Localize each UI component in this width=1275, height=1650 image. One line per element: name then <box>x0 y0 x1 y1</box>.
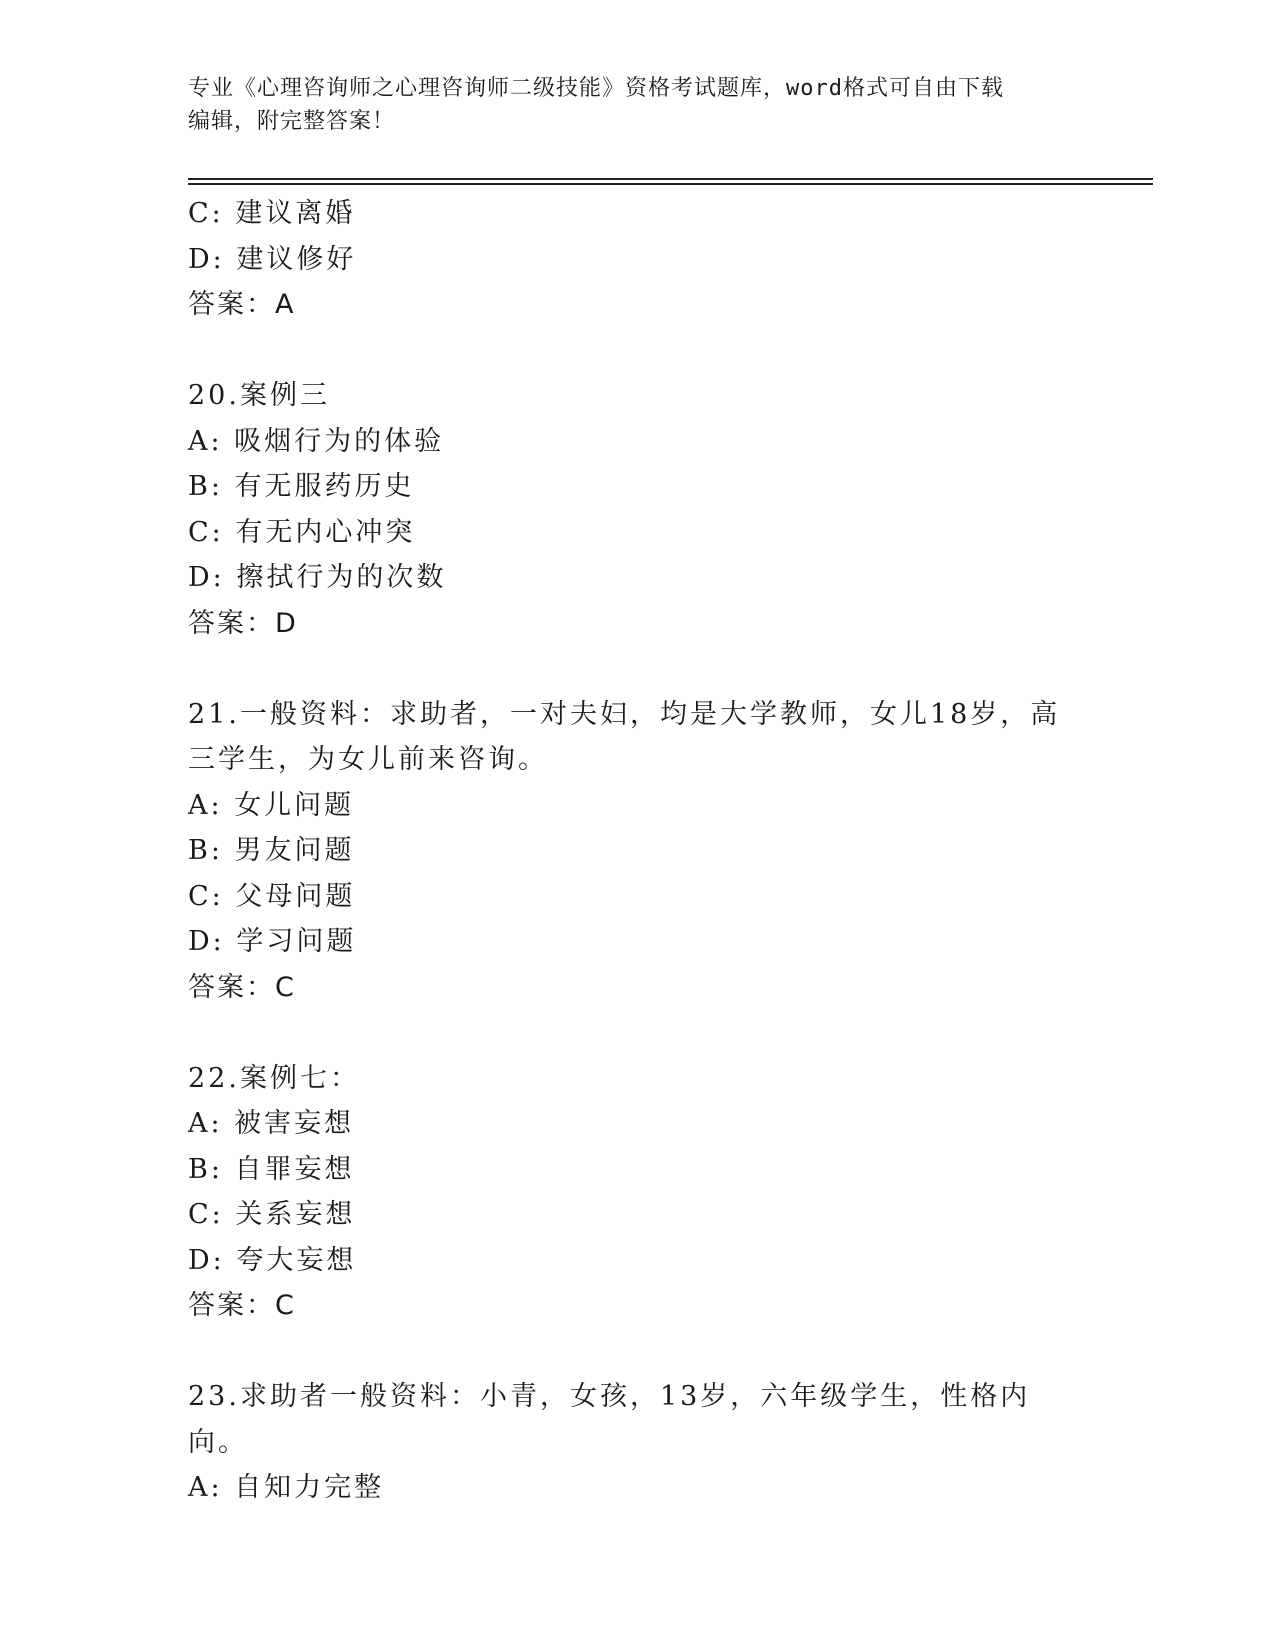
document-header <box>188 72 1088 138</box>
header-line-1: 专业《心理咨询师之心理咨询师二级技能》资格考试题库，word格式可自由下载 <box>188 76 1004 101</box>
option-a: A: 吸烟行为的体验 <box>188 425 445 457</box>
option-c: C: 建议离婚 <box>188 198 356 229</box>
option-d: D: 擦拭行为的次数 <box>188 562 447 593</box>
question-list <box>188 191 1088 1556</box>
header-rule-top <box>188 178 1153 180</box>
option-c: C: 有无内心冲突 <box>188 516 416 548</box>
option-b: B: 有无服药历史 <box>188 471 415 502</box>
answer-line: 答案：C <box>188 971 296 1003</box>
header-rule-bottom <box>188 183 1153 185</box>
option-d: D: 建议修好 <box>188 243 357 275</box>
option-c: C: 父母问题 <box>188 880 356 912</box>
answer-line: 答案：D <box>188 607 298 639</box>
header-line-2: 编辑，附完整答案！ <box>188 109 396 134</box>
continued-question <box>188 191 1088 328</box>
answer-line: 答案：A <box>188 289 296 320</box>
question-23 <box>188 1374 1088 1511</box>
option-a: A: 女儿问题 <box>188 789 355 821</box>
option-a: A: 被害妄想 <box>188 1108 355 1139</box>
option-b: B: 自罪妄想 <box>188 1153 355 1185</box>
option-d: D: 学习问题 <box>188 926 357 957</box>
question-stem: 21.一般资料：求助者，一对夫妇，均是大学教师，女儿18岁，高三学生，为女儿前来咨询。 <box>188 698 1061 775</box>
question-stem: 22.案例七： <box>188 1062 360 1094</box>
question-22 <box>188 1056 1088 1329</box>
option-b: B: 男友问题 <box>188 835 355 866</box>
question-stem: 20.案例三 <box>188 380 330 411</box>
question-20 <box>188 373 1088 646</box>
option-d: D: 夸大妄想 <box>188 1244 357 1276</box>
question-stem: 23.求助者一般资料：小青，女孩，13岁，六年级学生，性格内向。 <box>188 1381 1031 1458</box>
answer-line: 答案：C <box>188 1290 296 1321</box>
question-21 <box>188 692 1088 1011</box>
option-c: C: 关系妄想 <box>188 1199 356 1230</box>
option-a: A: 自知力完整 <box>188 1472 385 1503</box>
